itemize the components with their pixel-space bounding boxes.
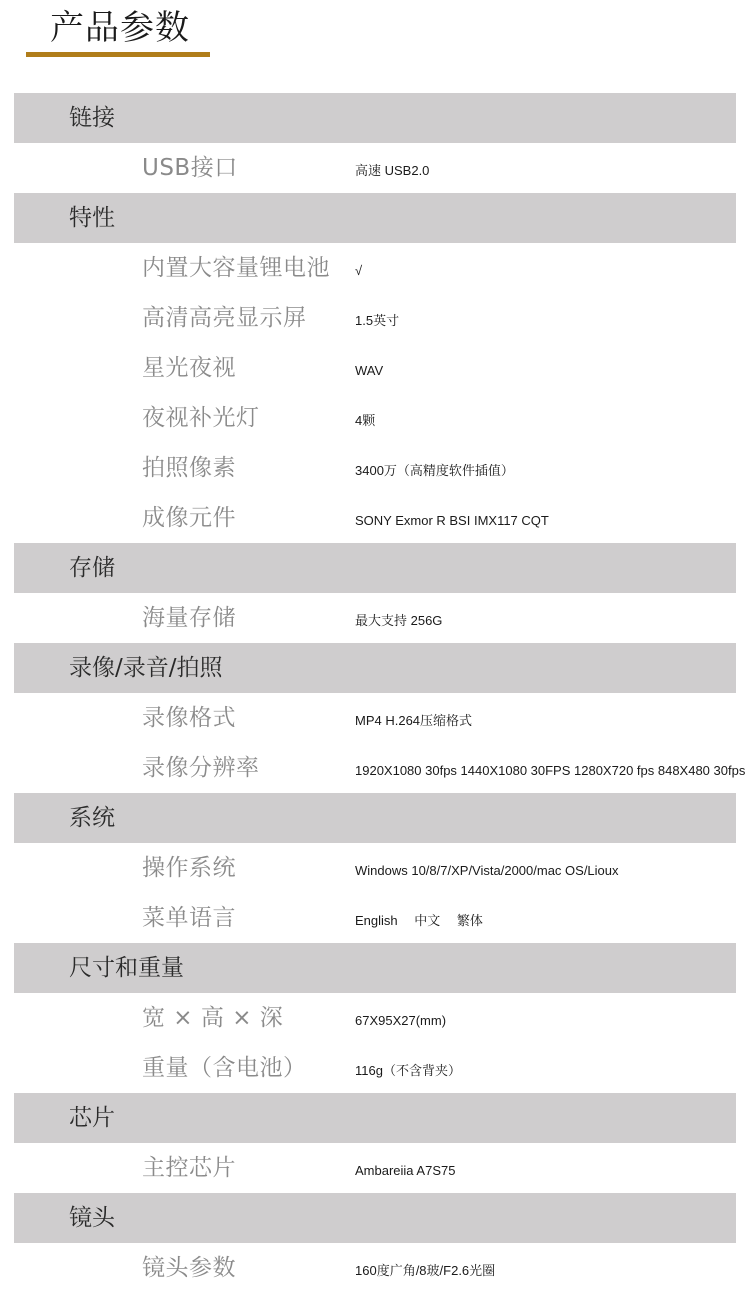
spec-value: 3400万（高精度软件插值）	[355, 463, 514, 478]
spec-row	[14, 743, 746, 793]
spec-row	[14, 993, 736, 1043]
spec-label: 海量存储	[142, 605, 236, 631]
section-label: 链接	[69, 105, 115, 131]
spec-label: 操作系统	[142, 855, 236, 881]
spec-label: 录像分辨率	[142, 755, 260, 781]
section-label: 特性	[69, 205, 115, 231]
spec-label: 菜单语言	[142, 905, 236, 931]
spec-label: 星光夜视	[142, 355, 236, 381]
spec-value: 4颗	[355, 413, 376, 428]
spec-value: √	[355, 263, 363, 278]
page-title: 产品参数	[50, 8, 190, 48]
spec-value: 1.5英寸	[355, 313, 400, 328]
section-label: 存储	[69, 555, 115, 581]
spec-row	[14, 693, 736, 743]
spec-row	[14, 1243, 736, 1293]
spec-value: WAV	[355, 363, 384, 378]
spec-row	[14, 243, 736, 293]
spec-value: Windows 10/8/7/XP/Vista/2000/mac OS/Lioux	[355, 863, 619, 878]
spec-row	[14, 393, 736, 443]
spec-row	[14, 1043, 736, 1093]
spec-label: 高清高亮显示屏	[142, 305, 307, 331]
spec-value: 116g（不含背夹）	[355, 1063, 461, 1078]
section-header	[14, 943, 736, 993]
spec-label: 内置大容量锂电池	[142, 255, 330, 281]
section-label: 尺寸和重量	[69, 955, 184, 981]
spec-value: 1920X1080 30fps 1440X1080 30FPS 1280X720 fps 848X480 30fps	[355, 763, 746, 778]
spec-value: 高速 USB2.0	[355, 163, 430, 178]
section-header	[14, 1093, 736, 1143]
spec-label: 拍照像素	[142, 455, 236, 481]
section-label: 镜头	[69, 1205, 115, 1231]
spec-row	[14, 843, 736, 893]
spec-value: English 中文 繁体	[355, 913, 483, 928]
spec-row	[14, 343, 736, 393]
spec-label: 重量（含电池）	[142, 1055, 307, 1081]
section-label: 录像/录音/拍照	[69, 655, 223, 681]
spec-label: USB接口	[142, 155, 238, 181]
spec-row	[14, 143, 736, 193]
section-header	[14, 793, 736, 843]
section-header	[14, 643, 736, 693]
spec-label: 宽 × 高 × 深	[142, 1005, 284, 1031]
spec-label: 录像格式	[142, 705, 236, 731]
spec-row	[14, 443, 736, 493]
section-header	[14, 93, 736, 143]
spec-row	[14, 1143, 736, 1193]
section-label: 系统	[69, 805, 115, 831]
spec-label: 夜视补光灯	[142, 405, 260, 431]
title-underline	[26, 52, 210, 57]
spec-row	[14, 493, 736, 543]
spec-list	[14, 93, 746, 1293]
section-header	[14, 1193, 736, 1243]
spec-label: 主控芯片	[142, 1155, 236, 1181]
section-header	[14, 543, 736, 593]
spec-value: SONY Exmor R BSI IMX117 CQT	[355, 513, 549, 528]
spec-label: 镜头参数	[142, 1255, 236, 1281]
spec-value: Ambareiia A7S75	[355, 1163, 456, 1178]
section-label: 芯片	[69, 1105, 115, 1131]
spec-value: 最大支持 256G	[355, 613, 443, 628]
spec-value: MP4 H.264压缩格式	[355, 713, 473, 728]
section-header	[14, 193, 736, 243]
spec-value: 67X95X27(mm)	[355, 1013, 447, 1028]
spec-label: 成像元件	[142, 505, 236, 531]
spec-value: 160度广角/8玻/F2.6光圈	[355, 1263, 496, 1278]
spec-row	[14, 893, 736, 943]
spec-row	[14, 293, 736, 343]
spec-row	[14, 593, 736, 643]
